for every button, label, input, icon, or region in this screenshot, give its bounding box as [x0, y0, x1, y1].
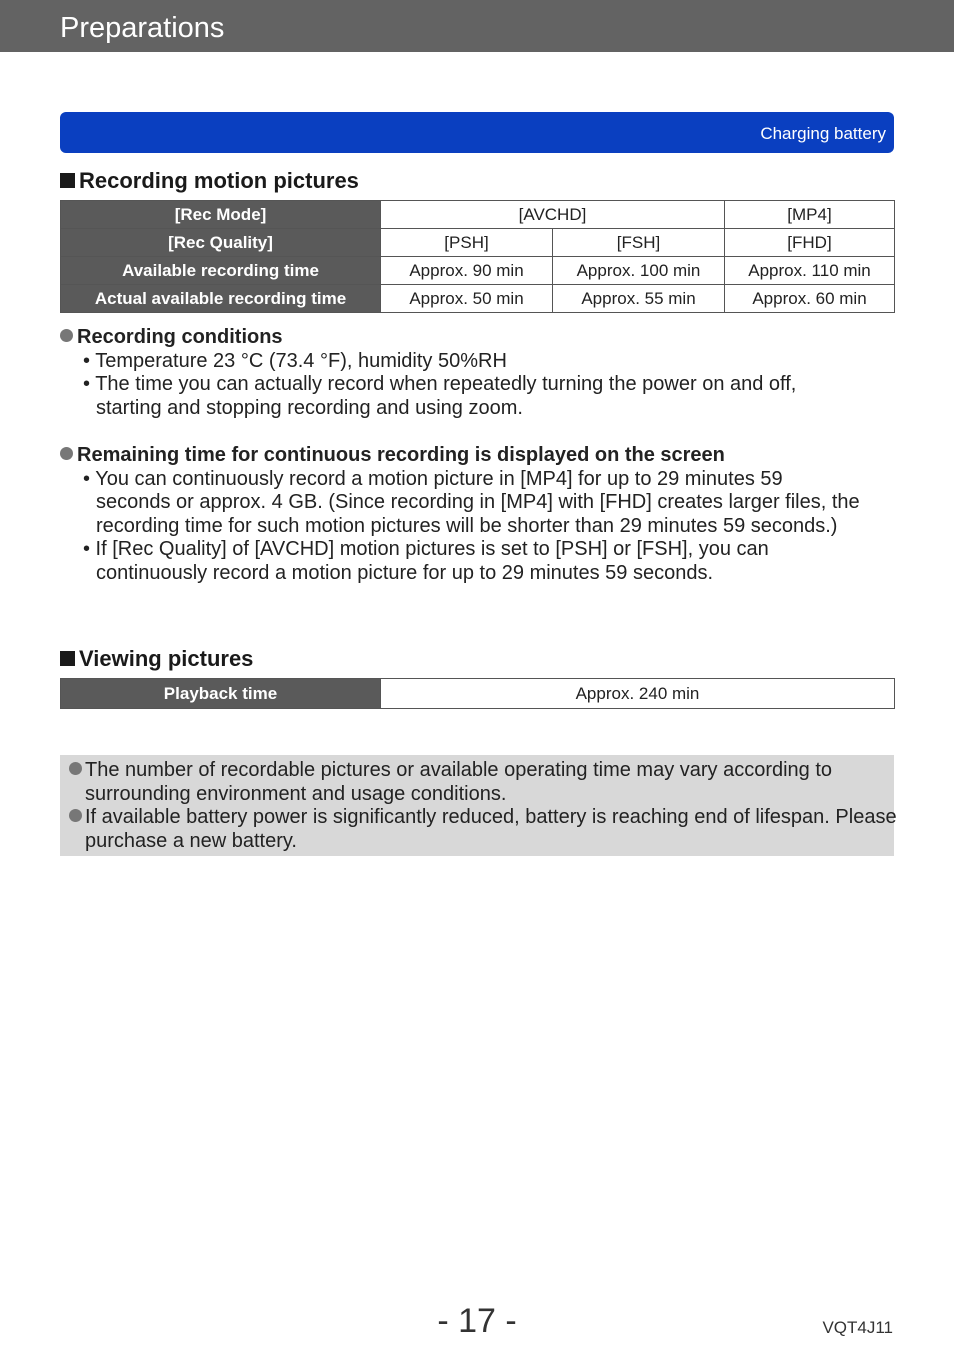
cell-available-fhd: Approx. 110 min — [725, 257, 895, 285]
header-bar — [0, 0, 954, 52]
playback-time-table — [60, 678, 895, 709]
remaining-title: Remaining time for continuous recording is displayed on the screen — [77, 444, 725, 466]
cell-actual-psh: Approx. 50 min — [381, 285, 553, 313]
section-label: Charging battery — [760, 124, 886, 143]
bullet-dot-icon — [60, 329, 73, 342]
notes-box — [60, 755, 897, 856]
list-item: • If [Rec Quality] of [AVCHD] motion pictures is set to [PSH] or [FSH], you can continuously record a motion picture for up to 29 minutes 59 seconds. — [83, 538, 769, 584]
note-text: The number of recordable pictures or available operating time may vary according to surrounding environment and usage conditions. — [85, 759, 833, 805]
cell-playback-value: Approx. 240 min — [381, 679, 895, 709]
cell-available-psh: Approx. 90 min — [381, 257, 553, 285]
cell-mp4: [MP4] — [725, 201, 895, 229]
bullet-dot-icon — [69, 809, 82, 822]
recording-heading-text: Recording motion pictures — [79, 168, 359, 193]
conditions-title: Recording conditions — [77, 326, 283, 348]
list-item: • The time you can actually record when repeatedly turning the power on and off, starting and stopping recording and using zoom. — [83, 373, 797, 419]
recording-heading — [60, 168, 359, 194]
row-header-rec-mode: [Rec Mode] — [61, 201, 381, 229]
row-header-actual: Actual available recording time — [61, 285, 381, 313]
section-bar — [60, 112, 894, 153]
square-bullet-icon — [60, 651, 75, 666]
row-header-playback: Playback time — [61, 679, 381, 709]
page-number: - 17 - — [437, 1302, 517, 1340]
cell-psh: [PSH] — [381, 229, 553, 257]
cell-avchd: [AVCHD] — [381, 201, 725, 229]
cell-actual-fsh: Approx. 55 min — [553, 285, 725, 313]
table-row — [61, 257, 895, 285]
list-item: • Temperature 23 °C (73.4 °F), humidity 50%RH — [83, 349, 507, 372]
page-title: Preparations — [60, 12, 225, 44]
table-row — [61, 201, 895, 229]
row-header-rec-quality: [Rec Quality] — [61, 229, 381, 257]
list-item: • You can continuously record a motion picture in [MP4] for up to 29 minutes 59 seconds or approx. 4 GB. (Since recording in [MP4] with [FHD] creates larger files, the recording time for such motion pictures will be shorter than 29 minutes 59 seconds.) — [83, 467, 860, 537]
recording-conditions — [60, 326, 860, 420]
bullet-dot-icon — [69, 762, 82, 775]
square-bullet-icon — [60, 173, 75, 188]
viewing-heading — [60, 646, 253, 672]
cell-actual-fhd: Approx. 60 min — [725, 285, 895, 313]
table-row — [61, 285, 895, 313]
recording-time-table — [60, 200, 895, 313]
note-text: If available battery power is significantly reduced, battery is reaching end of lifespan. Please purchase a new battery. — [85, 806, 897, 852]
table-row — [61, 229, 895, 257]
remaining-time-notes — [60, 444, 860, 586]
cell-fhd: [FHD] — [725, 229, 895, 257]
viewing-heading-text: Viewing pictures — [79, 646, 254, 671]
document-code: VQT4J11 — [822, 1318, 893, 1337]
table-row — [61, 679, 895, 709]
row-header-available: Available recording time — [61, 257, 381, 285]
bullet-dot-icon — [60, 447, 73, 460]
note-item — [69, 806, 900, 853]
cell-fsh: [FSH] — [553, 229, 725, 257]
cell-available-fsh: Approx. 100 min — [553, 257, 725, 285]
note-item — [69, 759, 900, 806]
